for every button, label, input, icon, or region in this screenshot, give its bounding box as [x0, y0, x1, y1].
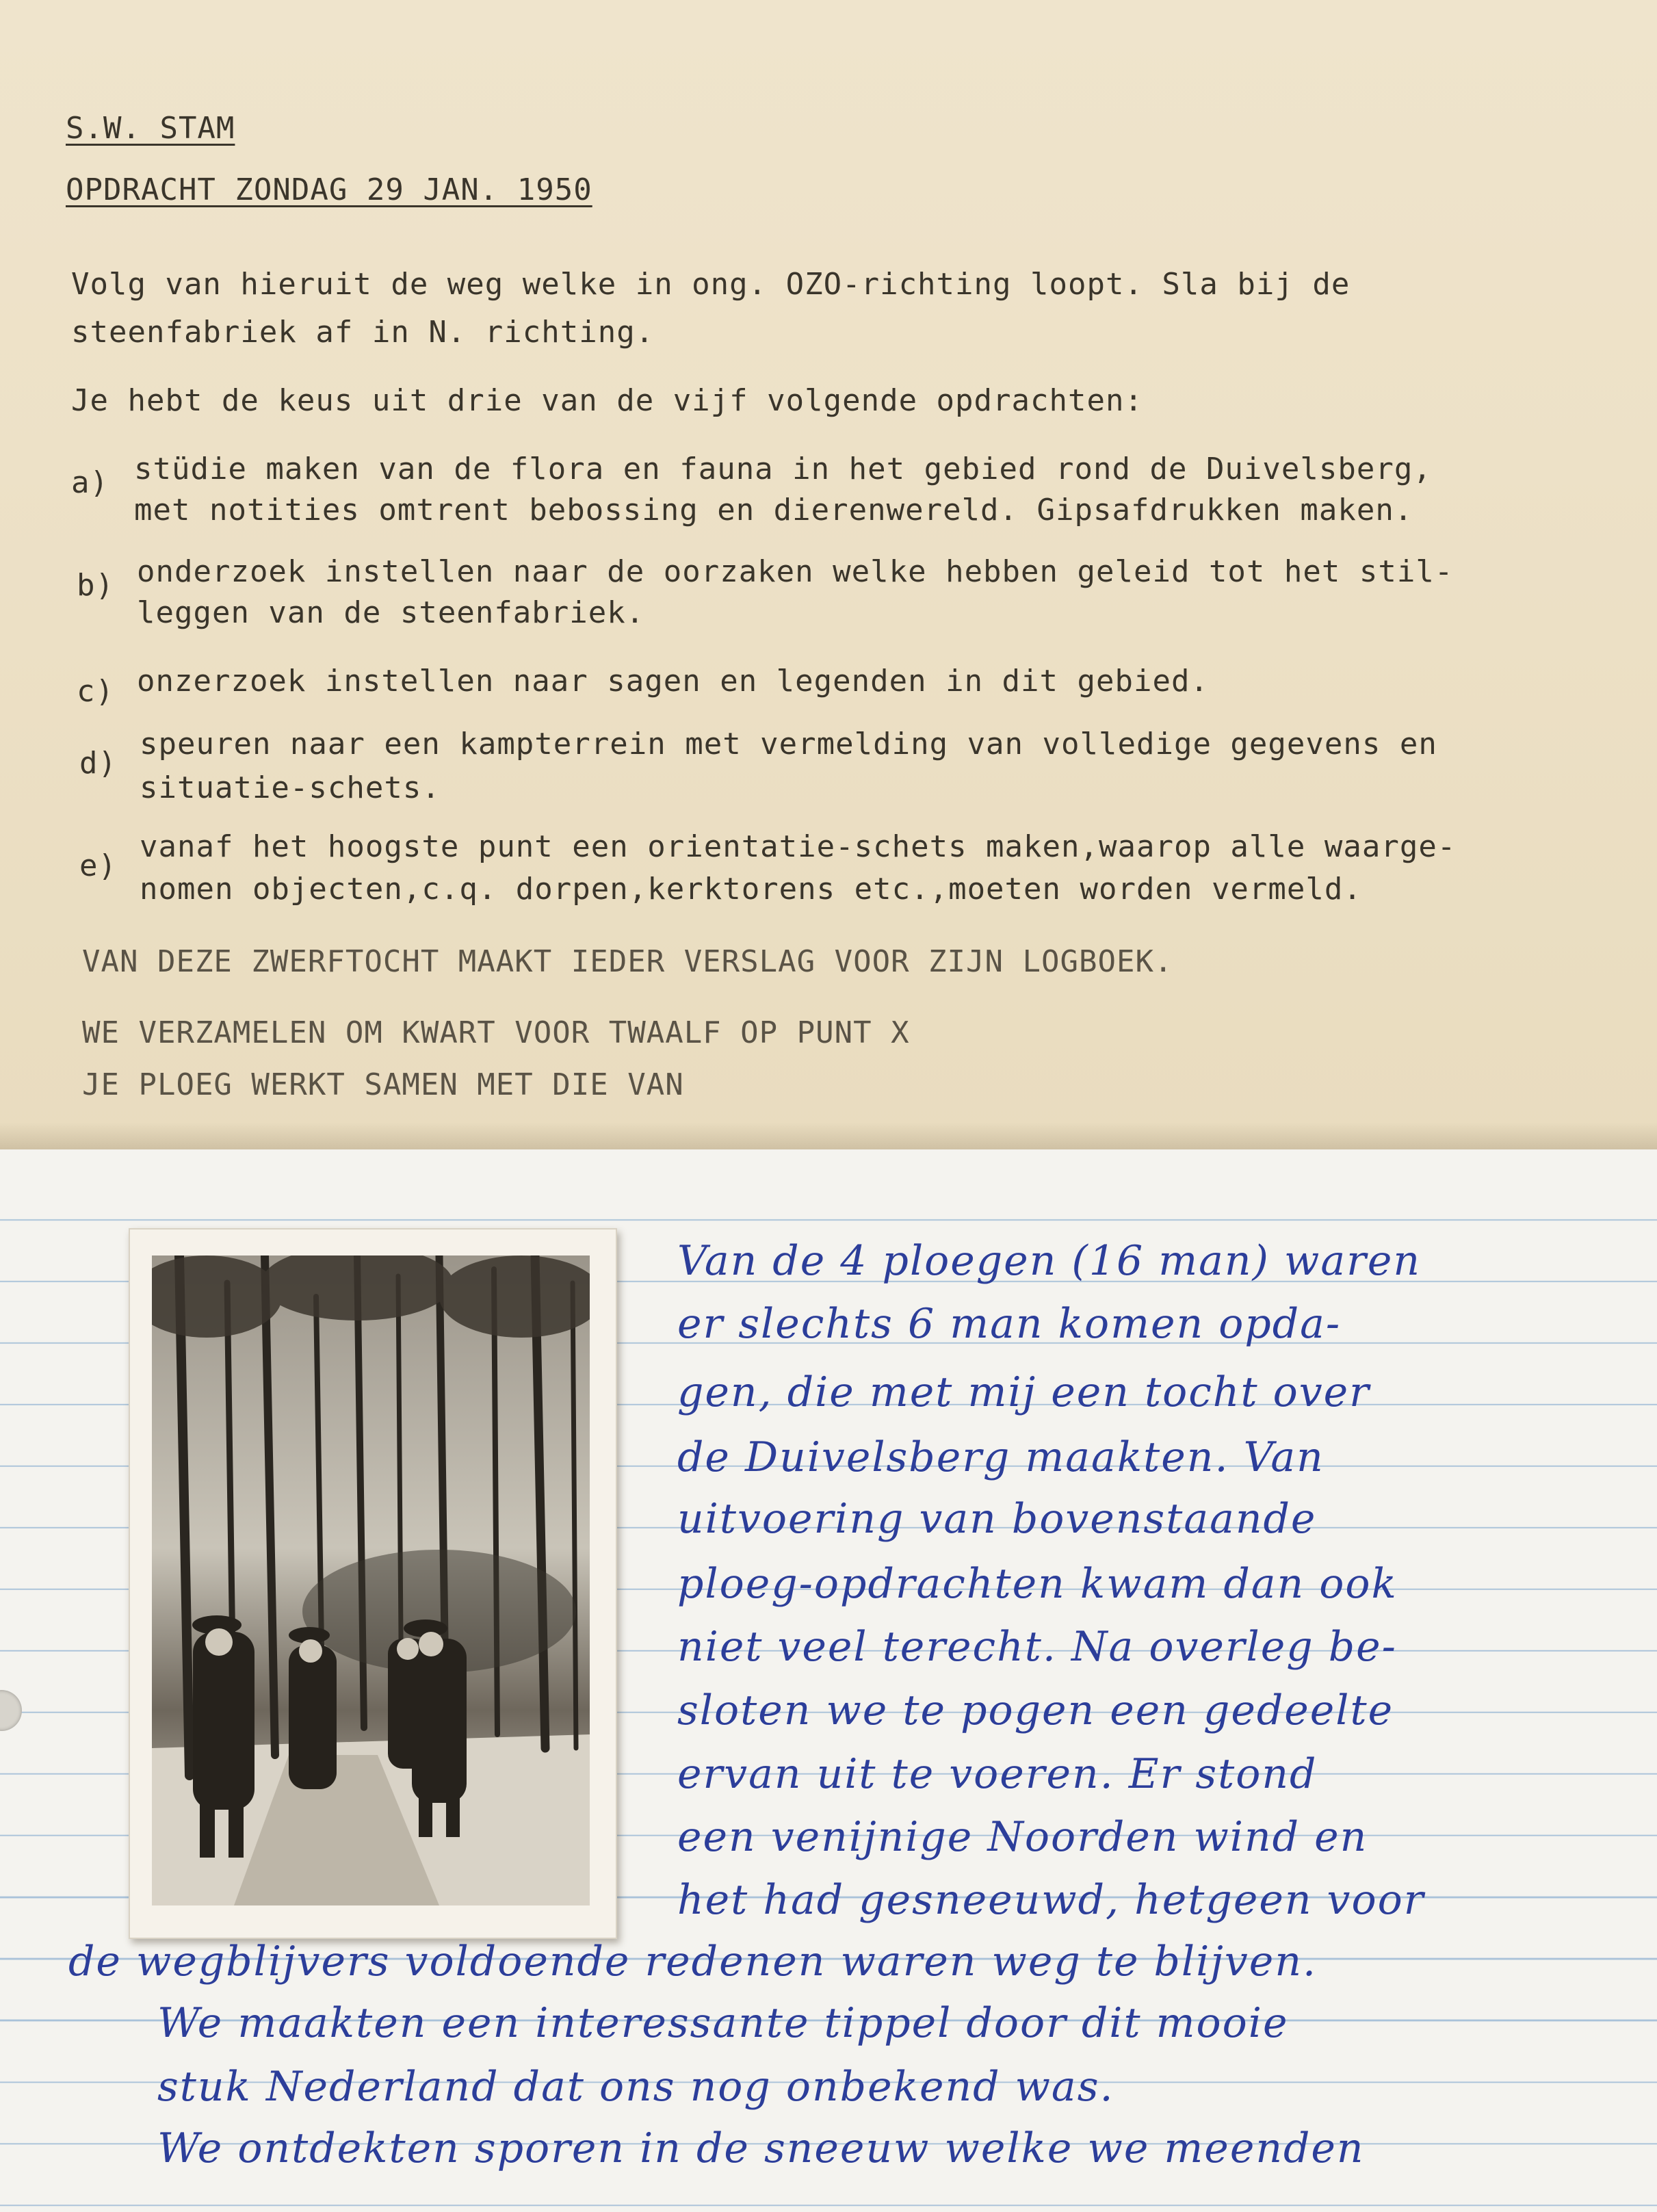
item-line: vanaf het hoogste punt een orientatie-schets maken,waarop alle waarge- — [140, 829, 1457, 864]
item-label: d) — [79, 746, 117, 781]
choice-line: Je hebt de keus uit drie van de vijf volgende opdrachten: — [71, 383, 1143, 418]
photograph — [129, 1228, 617, 1939]
item-line: speuren naar een kampterrein met vermelding van volledige gegevens en — [140, 727, 1437, 762]
item-line: stüdie maken van de flora en fauna in het gebied rond de Duivelsberg, — [134, 452, 1432, 486]
handwritten-line: het had gesneeuwd, hetgeen voor — [677, 1876, 1425, 1924]
item-label: e) — [79, 848, 117, 883]
intro-line: Volg van hieruit de weg welke in ong. OZO-richting loopt. Sla bij de — [71, 267, 1351, 302]
sheet-header: S.W. STAM — [66, 111, 235, 146]
page-fold-shadow — [0, 1122, 1657, 1149]
item-line: nomen objecten,c.q. dorpen,kerktorens etc.,moeten worden vermeld. — [140, 872, 1362, 907]
item-line: met notities omtrent bebossing en dierenwereld. Gipsafdrukken maken. — [134, 493, 1413, 528]
handwritten-line: er slechts 6 man komen opda- — [677, 1300, 1342, 1348]
forest-walk-photo — [152, 1255, 590, 1905]
handwritten-line: ervan uit te voeren. Er stond — [677, 1750, 1318, 1798]
handwritten-line: uitvoering van bovenstaande — [677, 1495, 1317, 1543]
handwritten-line: niet veel terecht. Na overleg be- — [677, 1623, 1397, 1671]
handwritten-line: Van de 4 ploegen (16 man) waren — [677, 1237, 1421, 1285]
handwritten-line: de Duivelsberg maakten. Van — [677, 1433, 1325, 1481]
handwritten-line: een venijnige Noorden wind en — [677, 1813, 1368, 1861]
handwritten-line: sloten we te pogen een gedeelte — [677, 1687, 1394, 1734]
item-label: c) — [77, 674, 114, 709]
handwritten-line: We maakten een interessante tippel door dit mooie — [157, 1999, 1289, 2047]
closing-line: JE PLOEG WERKT SAMEN MET DIE VAN — [82, 1067, 684, 1102]
closing-line: VAN DEZE ZWERFTOCHT MAAKT IEDER VERSLAG VOOR ZIJN LOGBOEK. — [82, 944, 1173, 979]
item-line: onderzoek instellen naar de oorzaken welke hebben geleid tot het stil- — [137, 554, 1454, 589]
handwritten-line: gen, die met mij een tocht over — [677, 1368, 1370, 1416]
item-label: a) — [71, 465, 109, 500]
item-label: b) — [77, 568, 114, 603]
handwritten-line: stuk Nederland dat ons nog onbekend was. — [157, 2063, 1114, 2111]
assignment-title: OPDRACHT ZONDAG 29 JAN. 1950 — [66, 172, 592, 207]
item-line: leggen van de steenfabriek. — [137, 595, 645, 630]
item-line: onzerzoek instellen naar sagen en legenden in dit gebied. — [137, 664, 1209, 699]
handwritten-line: de wegblijvers voldoende redenen waren weg te blijven. — [68, 1938, 1318, 1986]
intro-line: steenfabriek af in N. richting. — [71, 315, 655, 350]
handwritten-line: ploeg-opdrachten kwam dan ook — [677, 1560, 1398, 1608]
item-line: situatie-schets. — [140, 770, 441, 805]
handwritten-line: We ontdekten sporen in de sneeuw welke we meenden — [157, 2124, 1365, 2172]
photo-image — [152, 1255, 590, 1905]
closing-line: WE VERZAMELEN OM KWART VOOR TWAALF OP PUNT X — [82, 1015, 910, 1050]
